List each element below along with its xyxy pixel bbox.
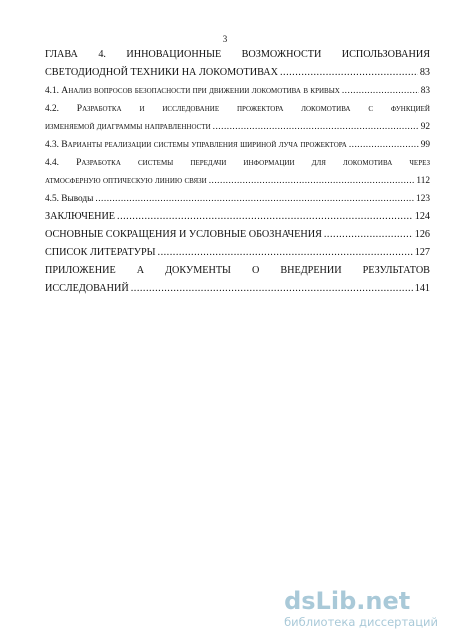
toc-entry-text: ЗАКЛЮЧЕНИЕ: [45, 211, 116, 222]
toc-appendix-a-line1: [45, 262, 430, 280]
toc-entry-text: изменяемой диаграммы направленности: [45, 121, 211, 132]
dot-leader: [131, 280, 413, 298]
toc-page-number: 83: [420, 86, 430, 96]
page-number: 3: [222, 34, 228, 44]
toc-references: [45, 244, 430, 262]
dslib-watermark: [284, 588, 438, 629]
toc-word: ПРИЛОЖЕНИЕ: [45, 265, 116, 276]
toc-word: через: [409, 157, 430, 168]
logo-part-lib: Lib.net: [315, 587, 411, 615]
dot-leader: [349, 136, 419, 154]
toc-chapter-4-heading-line1: [45, 46, 430, 64]
toc-word: функцией: [390, 103, 430, 114]
toc-word: исследование: [162, 103, 220, 114]
toc-page-number: 127: [414, 247, 430, 258]
toc-word: Разработка: [76, 157, 121, 168]
toc-section-4-2-line1: [45, 100, 430, 118]
toc-word: локомотива: [301, 103, 351, 114]
toc-abbreviations: [45, 226, 430, 244]
toc-chapter-4-heading-line2: [45, 64, 430, 82]
toc-appendix-a-line2: [45, 280, 430, 298]
dot-leader: [324, 226, 413, 244]
toc-word: ИСПОЛЬЗОВАНИЯ: [341, 49, 430, 60]
toc-word: 4.: [98, 49, 106, 60]
dot-leader: [342, 82, 419, 100]
toc-section-number: 4.1.: [45, 86, 59, 96]
toc-word: Разработка: [76, 103, 122, 114]
toc-section-4-2-line2: [45, 118, 430, 136]
toc-entry-text: ИССЛЕДОВАНИЙ: [45, 283, 129, 294]
toc-word: 4.4.: [45, 158, 59, 168]
toc-word: ВНЕДРЕНИИ: [280, 265, 342, 276]
toc-page-number: 141: [414, 283, 430, 294]
toc-section-4-5: [45, 190, 430, 208]
toc-word: с: [368, 103, 373, 114]
toc-page-number: 99: [420, 140, 430, 150]
toc-page-number: 123: [416, 194, 430, 204]
toc-word: и: [139, 103, 145, 114]
logo-part-ds: ds: [284, 587, 316, 615]
toc-word: О: [251, 265, 260, 276]
watermark-subtitle: библиотека диссертаций: [284, 615, 438, 629]
toc-section-number: 4.3.: [45, 140, 59, 150]
toc-page-number: 124: [414, 211, 430, 222]
toc-word: РЕЗУЛЬТАТОВ: [362, 265, 430, 276]
toc-section-4-4-line1: [45, 154, 430, 172]
toc-word: передачи: [190, 157, 227, 168]
toc-word: информации: [243, 157, 295, 168]
toc-word: ГЛАВА: [45, 49, 78, 60]
toc-word: системы: [138, 157, 174, 168]
toc-page-number: 112: [416, 176, 430, 186]
toc-word: 4.2.: [45, 104, 59, 114]
toc-entry-text: атмосферную оптическую линию связи: [45, 175, 207, 186]
toc-word: прожектора: [236, 103, 284, 114]
toc-section-4-4-line2: [45, 172, 430, 190]
toc-entry-text: СВЕТОДИОДНОЙ ТЕХНИКИ НА ЛОКОМОТИВАХ: [45, 67, 278, 78]
toc-entry-text: СПИСОК ЛИТЕРАТУРЫ: [45, 247, 156, 258]
toc-word: ИННОВАЦИОННЫЕ: [126, 49, 222, 60]
toc-entry-text: Варианты реализации системы управления шириной луча прожектора: [61, 139, 347, 150]
dslib-logo: [284, 588, 438, 614]
toc-section-4-1: [45, 82, 430, 100]
toc-conclusion: [45, 208, 430, 226]
dot-leader: [213, 118, 419, 136]
dot-leader: [280, 64, 418, 82]
toc-word: ДОКУМЕНТЫ: [165, 265, 231, 276]
toc-entry-text: 4.5. Выводы: [45, 194, 94, 204]
toc-entry-text: ОСНОВНЫЕ СОКРАЩЕНИЯ И УСЛОВНЫЕ ОБОЗНАЧЕНИЯ: [45, 229, 322, 240]
dot-leader: [117, 208, 413, 226]
table-of-contents: [45, 46, 430, 298]
toc-entry-text: Анализ вопросов безопасности при движении локомотива в кривых: [61, 85, 340, 96]
dot-leader: [209, 172, 415, 190]
toc-page-number: 83: [419, 67, 430, 78]
toc-word: локомотива: [343, 157, 393, 168]
toc-word: А: [136, 265, 145, 276]
toc-page-number: 126: [414, 229, 430, 240]
toc-word: ВОЗМОЖНОСТИ: [241, 49, 322, 60]
dot-leader: [158, 244, 413, 262]
toc-word: для: [311, 157, 326, 168]
toc-section-4-3: [45, 136, 430, 154]
toc-page-number: 92: [420, 122, 430, 132]
dot-leader: [95, 190, 414, 208]
